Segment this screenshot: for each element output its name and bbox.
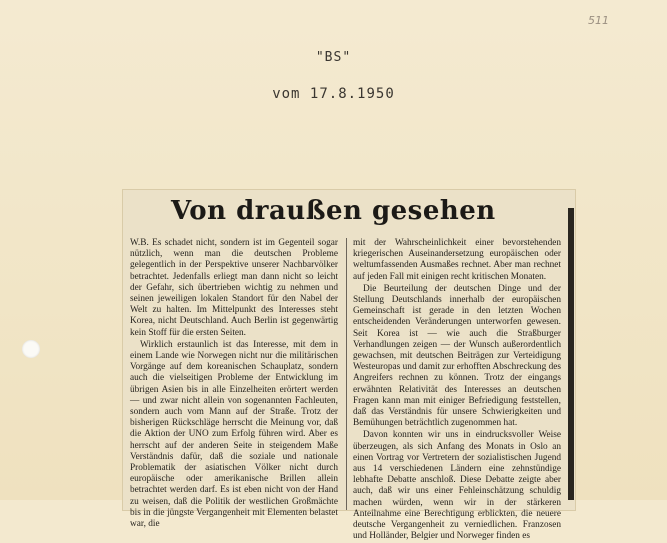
article-left-column (130, 238, 338, 531)
article-paragraph: Die Beurteilung der deutschen Dinge und der Stellung Deutschlands innerhalb der europäischen Gemeinschaft ist gerade in den letzten Wochen entscheidenden Veränderungen unterworfen gewesen. Seit Korea ist — wie auch die Straßburger Verhandlungen zeigen — der Wunsch außerordentlich gewachsen, mit deutschen Beiträgen zur Verteidigung Westeuropas und damit zur erhofften Abschreckung des Angreifers rechnen zu können. Trotz der eingangs erwähnten Relativität des Interesses an deutschen Fragen kann man mit einiger Befriedigung feststellen, daß das Verständnis für unsere Schwierigkeiten und Bemühungen beträchtlich zugenommen hat. (353, 283, 561, 429)
article-paragraph: Wirklich erstaunlich ist das Interesse, mit dem in einem Lande wie Norwegen nicht nur die militärischen Vorgänge auf dem koreanischen Schauplatz, sondern auch die vielseitigen Probleme der Entwicklung im übrigen Asien bis in alle Einzelheiten erörtert werden — und zwar nicht allein von sogenannten Fachleuten, sondern auch vom Mann auf der Straße. Trotz der bisherigen Rückschläge herrscht die Meinung vor, daß die Aktion der UNO zum Erfolg führen wird. Aber es herrscht auf der anderen Seite in steigendem Maße Verständnis dafür, daß die soziale und nationale Problematik der asiatischen Völker nicht durch europäische oder amerikanische Brillen allein betrachtet werden darf. Es ist eben nicht von der Hand zu weisen, daß die Politik der westlichen Großmächte bis in die jüngste Vergangenheit mit Elementen belastet war, die (130, 339, 338, 530)
article-headline: Von draußen gesehen (171, 196, 496, 226)
source-label: "BS" (315, 50, 352, 65)
newspaper-clipping (123, 190, 575, 542)
column-divider (346, 238, 347, 510)
clipping-shadow-edge (568, 208, 574, 500)
date-line: vom 17.8.1950 (272, 86, 395, 102)
archive-number: 511 (588, 14, 609, 27)
article-paragraph: mit der Wahrscheinlichkeit einer bevorstehenden kriegerischen Auseinandersetzung europäischen oder weltumfassenden Ausmaßes rechnet. Aber man rechnet auf jeden Fall mit einigen recht kritischen Monaten. (353, 238, 561, 282)
article-paragraph: Davon konnten wir uns in eindrucksvoller Weise überzeugen, als sich Anfang des Monats in Oslo an einen Vortrag vor Vertretern der sozialistischen Jugend aus 14 verschiedenen Ländern eine zehnstündige lebhafte Debatte anschloß. Diese Debatte zeigte aber auch, daß wir uns einer Fehleinschätzung schuldig machen würden, wenn wir in der stärkeren Anteilnahme eine Berechtigung erblickten, die neuere deutsche Vergangenheit zu verniedlichen. Franzosen und Holländer, Belgier und Norweger finden es (353, 430, 561, 542)
punch-hole (22, 340, 40, 358)
article-paragraph: W.B. Es schadet nicht, sondern ist im Gegenteil sogar nützlich, wenn man die deutschen Probleme gelegentlich in der Perspektive unserer Nachbarvölker betrachtet. Jedenfalls erliegt man dann nicht so leicht der Gefahr, sich übertrieben wichtig zu nehmen und seinen jeweiligen lokalen Standort für den Nabel der Welt zu halten. Im Mittelpunkt des Interesses steht Korea, nicht Deutschland. Auch Berlin ist gegenwärtig kein Stoff für die ersten Seiten. (130, 238, 338, 338)
article-right-column (353, 238, 561, 543)
